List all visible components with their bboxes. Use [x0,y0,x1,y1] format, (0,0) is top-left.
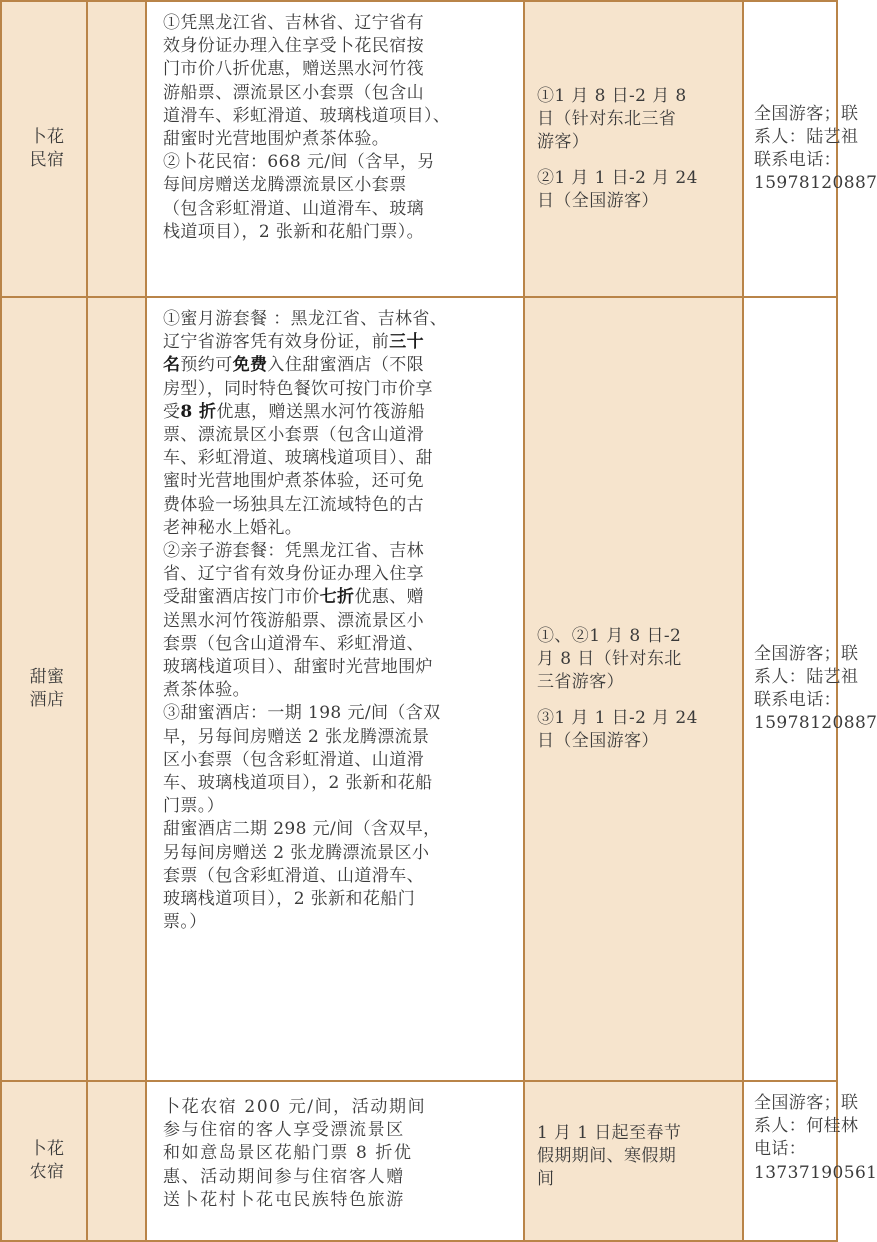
offer-text: 车、彩虹滑道、玻璃栈道项目）、甜 [163,448,433,469]
time-cell [524,1,743,297]
table-row [1,297,837,1081]
table-row [1,1081,837,1241]
venue-name-line: 卜花 [29,1138,65,1159]
offer-text: 蜜时光营地围炉煮茶体验，还可免 [163,471,424,492]
offer-line [163,702,515,725]
time-line: 三省游客） [537,672,624,693]
offer-text: 另每间房赠送 2 张龙腾漂流景区小 [163,842,430,863]
offer-text: 预约可 [180,355,233,376]
offer-line [163,447,515,470]
venue-name-line: 民宿 [29,150,65,170]
phone-number: 13737190561 [754,1162,877,1183]
offer-text: 套票（包含山道滑车、彩虹滑道、 [163,633,424,654]
contact-line: 联系电话： [754,690,841,710]
phone-number: 15978120887 [754,713,877,734]
time-line: 月 8 日（针对东北 [537,649,682,670]
offer-text: 区小套票（包含彩虹滑道、山道滑 [163,749,424,770]
venue-name-line: 卜花 [29,126,65,147]
offer-line [163,818,515,841]
emphasis-text: 8 折 [180,401,217,422]
emphasis-text: 三十 [389,332,425,353]
offer-line: 效身份证办理入住享受卜花民宿按 [163,36,424,57]
contact-cell [743,1,877,297]
offer-line [163,610,515,633]
offer-line: 参与住宿的客人享受漂流景区 [163,1120,405,1141]
offer-text: ③甜蜜酒店：一期 198 元/间（含双 [163,703,441,724]
offer-content-cell [146,297,524,1081]
contact-cell [743,297,877,1081]
offer-line: 送卜花村卜花屯民族特色旅游 [163,1189,405,1210]
offer-text: ①蜜月游套餐 ：黑龙江省、吉林省、 [163,309,448,329]
contact-cell [743,1081,877,1241]
venue-name-cell [1,297,87,1081]
offer-text: 车、玻璃栈道项目），2 张新和花船 [163,773,433,794]
time-cell [524,297,743,1081]
offer-line [163,308,515,331]
emphasis-text: 名 [163,355,181,376]
offer-line [163,424,515,447]
venue-name-line: 酒店 [29,690,65,710]
offer-line [163,865,515,888]
time-line: 游客） [537,132,590,153]
offer-text: 煮茶体验。 [163,680,250,701]
contact-line: 系人：陆艺祖 [754,126,859,147]
offer-line [163,378,515,401]
time-line: 间 [537,1169,555,1190]
offer-text: 房型），同时特色餐饮可按门市价享 [163,378,433,399]
offer-line [163,563,515,586]
offer-text: 门票。） [163,796,225,817]
emphasis-text: 免费 [232,355,268,376]
offer-text: 票、漂流景区小套票（包含山道滑 [163,425,424,446]
time-line: ②1 月 1 日-2 月 24 [537,167,698,188]
time-line: 1 月 1 日起至春节 [537,1123,682,1143]
offer-line [163,911,515,934]
contact-line: 联系电话： [754,150,841,170]
contact-line: 全国游客；联 [754,1093,859,1113]
contact-line: 电话： [754,1139,807,1160]
offer-text: 玻璃栈道项目）、甜蜜时光营地围炉 [163,657,433,678]
time-cell [524,1081,743,1241]
offer-line [163,842,515,865]
offer-line [163,656,515,679]
time-line: 日（全国游客） [537,190,659,211]
offer-line: 惠、活动期间参与住宿客人赠 [163,1166,405,1187]
offer-line [163,354,515,377]
time-line: 日（针对东北三省 [537,109,677,130]
blank-cell [87,1,146,297]
offer-text: 受 [163,401,181,422]
emphasis-text: 七折 [319,587,355,608]
offer-line [163,888,515,911]
offer-line: 栈道项目），2 张新和花船门票）。 [163,221,425,242]
offer-line [163,726,515,749]
offer-line: ②卜花民宿：668 元/间（含早，另 [163,152,435,173]
offer-text: 入住甜蜜酒店（不限 [267,355,425,376]
offer-text: 受甜蜜酒店按门市价 [163,587,320,608]
venue-name-line: 甜蜜 [29,666,65,687]
offer-content-cell [146,1,524,297]
offer-line [163,772,515,795]
phone-number: 15978120887 [754,173,877,194]
offer-line [163,401,515,424]
offer-text: 优惠，赠送黑水河竹筏游船 [216,401,426,422]
offer-text: 套票（包含彩虹滑道、山道滑车、 [163,865,424,886]
venue-name-cell [1,1,87,297]
contact-line: 全国游客；联 [754,643,859,664]
offer-line [163,586,515,609]
offer-text: 票。） [163,912,207,933]
offer-text: 省、辽宁省有效身份证办理入住享 [163,564,424,585]
offer-line [163,749,515,772]
offer-text: 辽宁省游客凭有效身份证，前 [163,332,390,353]
offer-line [163,795,515,818]
offer-line: 和如意岛景区花船门票 8 折优 [163,1143,413,1164]
contact-line: 系人：陆艺祖 [754,666,859,687]
table-row [1,1,837,297]
offer-line: 道滑车、彩虹滑道、玻璃栈道项目）、 [163,105,451,126]
offer-line: 卜花农宿 200 元/间，活动期间 [163,1097,427,1117]
offer-text: 优惠、赠 [354,587,425,608]
venue-name-cell [1,1081,87,1241]
blank-cell [87,1081,146,1241]
offer-text: 老神秘水上婚礼。 [163,517,303,538]
offer-line [163,633,515,656]
venue-name-line: 农宿 [29,1162,65,1182]
offer-line: ①凭黑龙江省、吉林省、辽宁省有 [163,13,424,33]
contact-line: 全国游客；联 [754,103,859,124]
time-line: 日（全国游客） [537,730,659,751]
time-line: 假期期间、寒假期 [537,1146,677,1167]
offer-text: ②亲子游套餐：凭黑龙江省、吉林 [163,541,424,562]
offer-line [163,494,515,517]
offer-line [163,517,515,540]
offer-line: （包含彩虹滑道、山道滑车、玻璃 [163,198,424,219]
offer-line: 游船票、漂流景区小套票（包含山 [163,82,424,103]
offer-line [163,540,515,563]
offer-text: 玻璃栈道项目），2 张新和花船门 [163,889,416,910]
offer-content-cell [146,1081,524,1241]
offer-line [163,470,515,493]
offer-text: 甜蜜酒店二期 298 元/间（含双早， [163,819,441,840]
time-line: ①1 月 8 日-2 月 8 [537,85,687,106]
time-line: ③1 月 1 日-2 月 24 [537,707,698,728]
offer-line [163,331,515,354]
contact-line: 系人：何桂林 [754,1116,859,1137]
offer-line: 每间房赠送龙腾漂流景区小套票 [163,175,407,196]
blank-cell [87,297,146,1081]
offer-text: 费体验一场独具左江流域特色的古 [163,494,424,515]
offer-text: 早，另每间房赠送 2 张龙腾漂流景 [163,726,430,747]
offer-line: 甜蜜时光营地围炉煮茶体验。 [163,129,390,150]
offer-line: 门市价八折优惠，赠送黑水河竹筏 [163,59,424,80]
time-line: ①、②1 月 8 日-2 [537,625,682,646]
offer-text: 送黑水河竹筏游船票、漂流景区小 [163,610,424,631]
offer-line [163,679,515,702]
